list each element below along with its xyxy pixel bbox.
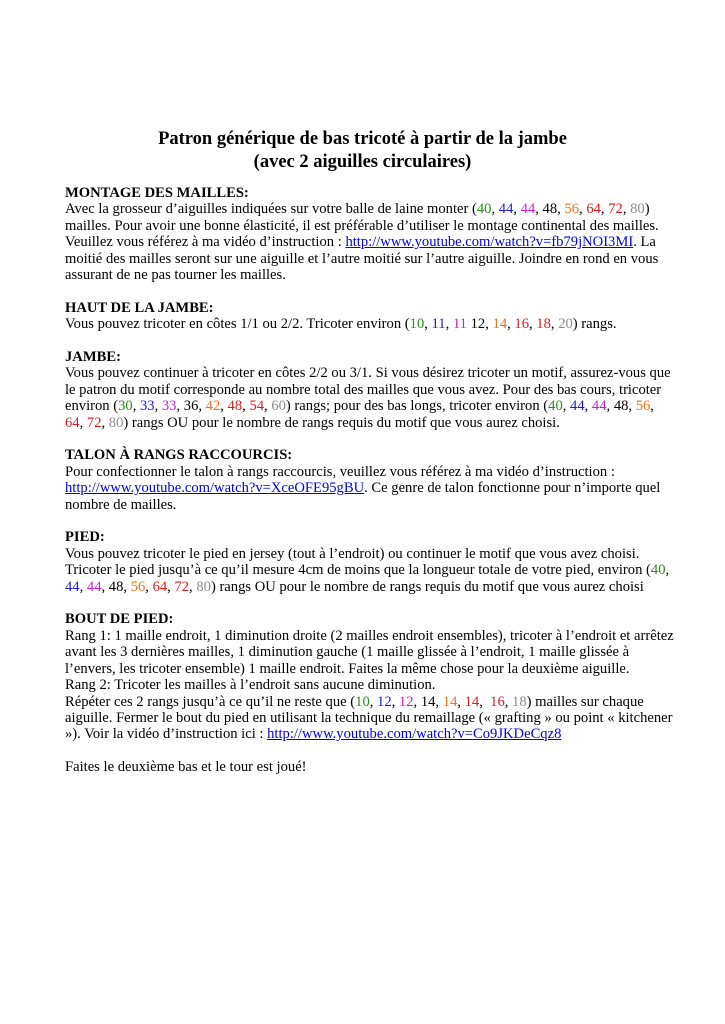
title-line-2: (avec 2 aiguilles circulaires) [253,152,472,172]
section-heading: PIED: [65,529,105,546]
size-value: 40 [650,562,666,579]
size-value: 48 [227,398,243,415]
size-value: 42 [205,398,221,415]
video-link-grafting[interactable]: http://www.youtube.com/watch?v=Co9JKDeCqz8 [267,726,562,743]
paragraph-text: ) rangs OU pour le nombre de rangs requis du motif que vous aurez choisi [210,578,644,595]
paragraph-text: . Ce genre de talon fonctionne pour n’importe quel nombre de mailles. [65,480,661,513]
section-jambe [65,349,675,431]
size-value: 56 [564,201,580,218]
size-value: 20 [558,316,573,333]
size-value: 16 [490,693,505,710]
section-pied [65,529,675,595]
size-value: 33 [139,398,155,415]
paragraph-text: ) rangs. [572,316,617,333]
size-value: 30 [118,398,133,415]
paragraph-text: Vous pouvez tricoter le pied en jersey (tout à l’endroit) ou continuer le motif que vous avez choisi. Tricoter le pied jusqu’à ce qu’il mesure 4cm de moins que la longueur totale de votre pied, environ ( [65,545,651,579]
size-value: 72 [608,201,623,218]
section-montage [65,185,675,283]
size-value: 12 [470,316,486,333]
paragraph-text: Avec la grosseur d’aiguilles indiquées sur votre balle de laine monter ( [65,201,477,218]
rang-2-paragraph: Rang 2: Tricoter les mailles à l’endroit sans aucune diminution. [65,677,436,694]
title-line-1: Patron générique de bas tricoté à partir de la jambe [158,129,567,149]
size-value: 12 [377,693,392,710]
size-value: 18 [512,693,527,710]
size-value: 64 [65,414,80,431]
size-value: 14 [442,693,458,710]
size-value: 56 [130,578,146,595]
size-value: 14 [464,693,480,710]
paragraph-text: Vous pouvez tricoter en côtes 1/1 ou 2/2. Tricoter environ ( [65,316,410,333]
size-value: 64 [152,578,168,595]
section-paragraph: Avec la grosseur d’aiguilles indiquées sur votre balle de laine monter (40, 44, 44, 48, 56, 64, 72, 80) mailles. Pour avoir une bonne élasticité, il est préférable d’utiliser le montage continental des mailles. Veuillez vous référez à ma vidéo d’instruction : http://www.youtube.com/watch?v=fb79jNOI3MI. La moitié des mailles seront sur une aiguille et l’autre moitié sur l’autre aiguille. Joindre en rond en vous assurant de ne pas tourner les mailles. [65,201,659,284]
size-value: 14 [420,693,436,710]
section-heading: MONTAGE DES MAILLES: [65,185,249,201]
paragraph-text: ) rangs; pour des bas longs, tricoter environ ( [285,398,549,415]
paragraph-text: ) rangs OU pour le nombre de rangs requis du motif que vous aurez choisi. [123,414,560,431]
section-paragraph: Répéter ces 2 rangs jusqu’à ce qu’il ne reste que (10, 12, 12, 14, 14, 14, 16, 18) mailles sur chaque aiguille. Fermer le bout du pied en utilisant la technique du remaillage (« grafting » ou point « kitchener »). Voir la vidéo d’instruction ici : http://www.youtube.com/watch?v=Co9JKDeCqz8 [65,693,673,743]
size-value: 36 [183,398,199,415]
size-value: 44 [86,578,102,595]
size-value: 80 [630,201,645,218]
size-value: 12 [398,693,414,710]
size-value: 11 [431,316,446,333]
section-heading: HAUT DE LA JAMBE: [65,299,214,316]
size-value: 10 [355,693,370,710]
size-value: 44 [65,578,80,595]
size-value: 48 [108,578,124,595]
size-value: 48 [613,398,629,415]
section-bout-pied [65,611,675,742]
section-heading: JAMBE: [65,349,121,366]
paragraph-text: ) mailles. Pour avoir une bonne élasticité, il est préférable d’utiliser le montage continental des mailles. Veuillez vous référez à ma vidéo d’instruction : [65,201,659,251]
rang-1-paragraph: Rang 1: 1 maille endroit, 1 diminution droite (2 mailles endroit ensembles), tricoter à l’endroit et arrêtez avant les 3 dernières mailles, 1 diminution gauche (1 maille glissée à l’endroit, 1 maille glissée à l’envers, les tricoter ensemble) 1 maille endroit. Faites la même chose pour la deuxième aiguille. [65,627,674,677]
size-value: 44 [591,398,607,415]
video-link-talon[interactable]: http://www.youtube.com/watch?v=XceOFE95gBU [65,480,365,497]
size-value: 72 [86,414,102,431]
size-value: 44 [570,398,585,415]
size-value: 72 [174,578,190,595]
size-value: 16 [514,316,529,333]
paragraph-text: Répéter ces 2 rangs jusqu’à ce qu’il ne reste que ( [65,693,356,710]
size-value: 10 [409,316,425,333]
size-value: 40 [548,398,563,415]
section-talon [65,447,675,513]
size-value: 44 [520,201,536,218]
section-paragraph: Vous pouvez continuer à tricoter en côtes 2/2 ou 3/1. Si vous désirez tricoter un motif, assurez-vous que le patron du motif corresponde au nombre total des mailles que vous avez. Pour des bas cours, tricoter environ (30, 33, 33, 36, 42, 48, 54, 60) rangs; pour des bas longs, tricoter environ (40, 44, 44, 48, 56, 64, 72, 80) rangs OU pour le nombre de rangs requis du motif que vous aurez choisi. [65,365,671,431]
video-link-montage[interactable]: http://www.youtube.com/watch?v=fb79jNOI3MI [345,234,634,251]
size-value: 56 [635,398,651,415]
document-body [65,185,675,792]
size-value: 44 [498,201,514,218]
document-title [0,128,725,174]
closing-line: Faites le deuxième bas et le tour est joué! [65,759,307,776]
section-heading: BOUT DE PIED: [65,611,174,628]
size-value: 11 [452,316,467,333]
section-paragraph: Vous pouvez tricoter en côtes 1/1 ou 2/2. Tricoter environ (10, 11, 11 12, 14, 16, 18, 20) rangs. [65,316,617,333]
section-heading: TALON À RANGS RACCOURCIS: [65,447,293,464]
size-value: 33 [161,398,177,415]
size-value: 40 [476,201,492,218]
size-value: 14 [492,316,508,333]
size-value: 54 [249,398,265,415]
size-value: 80 [108,414,124,431]
size-value: 64 [586,201,601,218]
size-value: 80 [196,578,211,595]
size-value: 48 [542,201,558,218]
paragraph-text: ) mailles sur chaque aiguille. Fermer le bout du pied en utilisant la technique du remaillage (« grafting » ou point « kitchener »). Voir la vidéo d’instruction ici : [65,693,673,743]
paragraph-text: Pour confectionner le talon à rangs raccourcis, veuillez vous référez à ma vidéo d’instruction : [65,463,615,480]
section-paragraph [65,464,675,513]
section-haut-jambe [65,300,675,333]
size-value: 60 [271,398,286,415]
section-paragraph: Vous pouvez tricoter le pied en jersey (tout à l’endroit) ou continuer le motif que vous avez choisi. Tricoter le pied jusqu’à ce qu’il mesure 4cm de moins que la longueur totale de votre pied, environ (40, 44, 44, 48, 56, 64, 72, 80) rangs OU pour le nombre de rangs requis du motif que vous aurez choisi [65,545,670,595]
paragraph-text: . La moitié des mailles seront sur une aiguille et l’autre moitié sur l’autre aiguille. Joindre en rond en vous assurant de ne pas tourner les mailles. [65,234,659,284]
paragraph-text: Vous pouvez continuer à tricoter en côtes 2/2 ou 3/1. Si vous désirez tricoter un motif, assurez-vous que le patron du motif corresponde au nombre total des mailles que vous avez. Pour des bas cours, tricoter environ ( [65,365,671,415]
size-value: 18 [536,316,551,333]
